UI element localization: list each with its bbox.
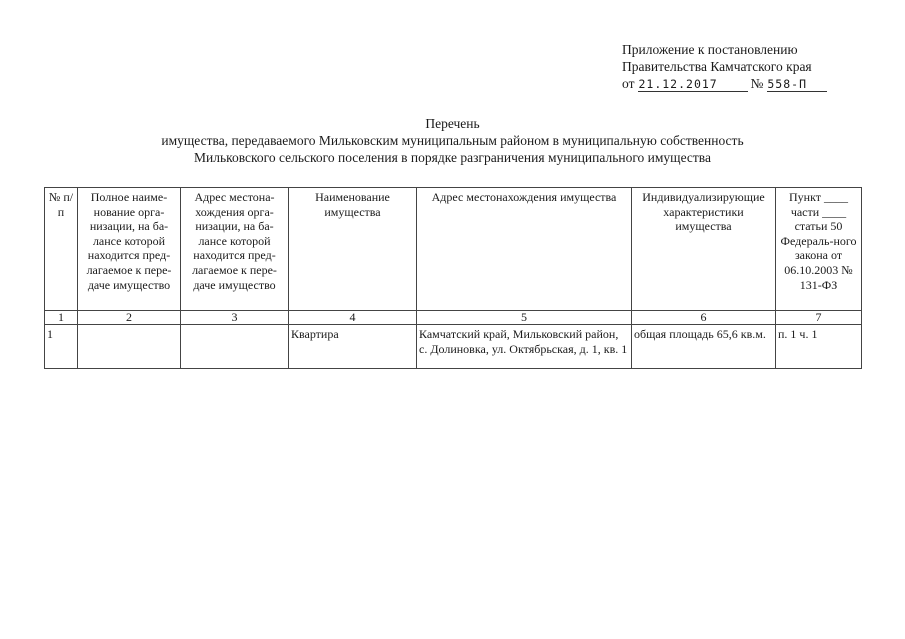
col-header-org-name: Полное наиме-нование орга-низации, на ба-лансе которой находится пред-лагаемое к пере-даче имущество	[78, 188, 181, 311]
row-characteristics: общая площадь 65,6 кв.м.	[632, 325, 776, 369]
index-cell: 7	[776, 311, 862, 325]
row-law-clause: п. 1 ч. 1	[776, 325, 862, 369]
table-row	[45, 325, 862, 369]
row-property-address: Камчатский край, Мильковский район, с. Долиновка, ул. Октябрьская, д. 1, кв. 1	[417, 325, 632, 369]
appendix-line-2: Правительства Камчатского края	[622, 59, 812, 74]
appendix-block	[622, 41, 827, 92]
title-line-3: Мильковского сельского поселения в порядке разграничения муниципального имущества	[194, 150, 711, 165]
row-property-name: Квартира	[289, 325, 417, 369]
property-table	[44, 187, 862, 369]
index-cell: 3	[181, 311, 289, 325]
appendix-line-1: Приложение к постановлению	[622, 42, 798, 57]
date-prefix: от	[622, 76, 635, 91]
table-index-row	[45, 311, 862, 325]
row-number: 1	[45, 325, 78, 369]
index-cell: 4	[289, 311, 417, 325]
index-cell: 1	[45, 311, 78, 325]
col-header-org-address: Адрес местона-хождения орга-низации, на ба-лансе которой находится пред-лагаемое к пере-даче имущество	[181, 188, 289, 311]
document-title	[0, 115, 905, 166]
index-cell: 6	[632, 311, 776, 325]
number-prefix: №	[750, 76, 764, 91]
col-header-property-address: Адрес местонахождения имущества	[417, 188, 632, 311]
col-header-number: № п/п	[45, 188, 78, 311]
col-header-characteristics: Индивидуализирующие характеристики имущества	[632, 188, 776, 311]
number-value: 558-П	[767, 78, 827, 92]
index-cell: 5	[417, 311, 632, 325]
index-cell: 2	[78, 311, 181, 325]
col-header-law-clause: Пункт ____ части ____ статьи 50 Федераль-ного закона от 06.10.2003 № 131-ФЗ	[776, 188, 862, 311]
table-header-row	[45, 188, 862, 311]
row-org-address	[181, 325, 289, 369]
title-heading: Перечень	[425, 116, 480, 131]
appendix-date-line	[622, 75, 827, 92]
row-org-name	[78, 325, 181, 369]
col-header-property-name: Наименование имущества	[289, 188, 417, 311]
title-line-2: имущества, передаваемого Мильковским муниципальным районом в муниципальную собственность	[161, 133, 744, 148]
date-value: 21.12.2017	[638, 78, 748, 92]
